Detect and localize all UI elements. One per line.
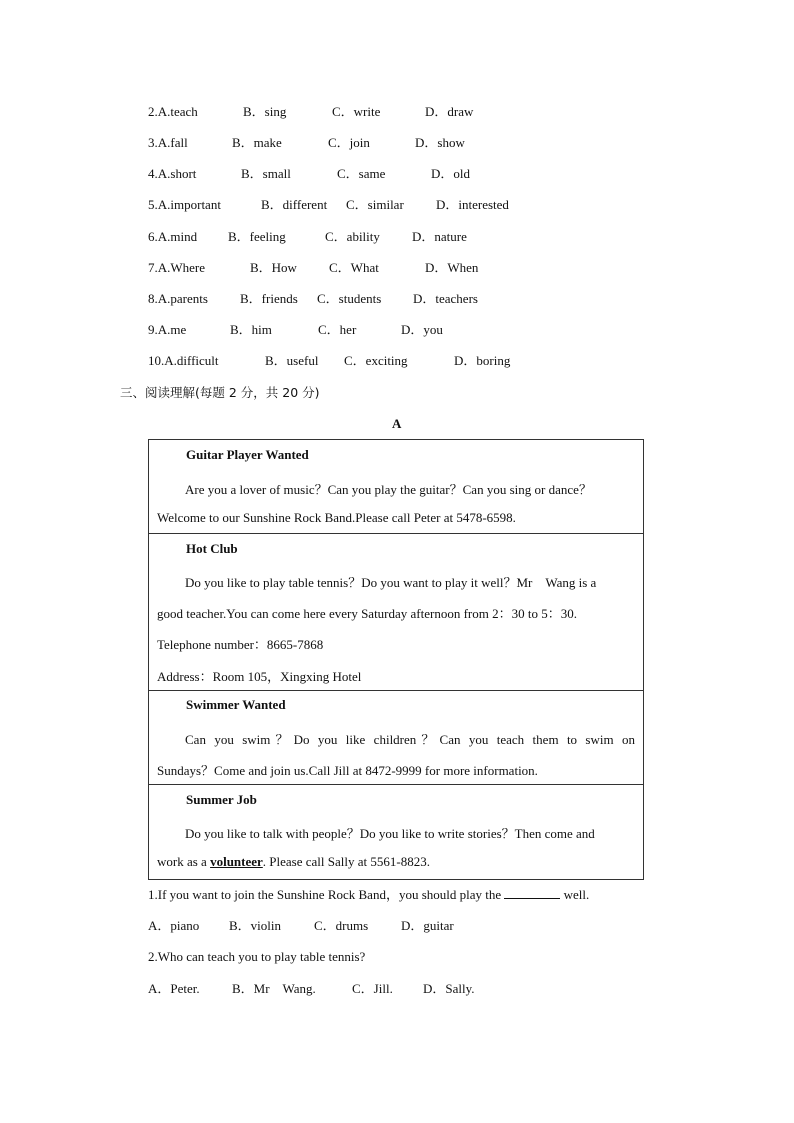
cloze-option-a: 4.A.short xyxy=(148,166,197,181)
ad-text: Do you like to talk with people？Do you like to write stories？Then come and xyxy=(185,826,595,841)
ad-text: Can you swim？Do you like children？Can you teach them to swim on xyxy=(185,732,635,747)
question-option: B．Mr Wang. xyxy=(232,981,316,996)
cloze-option-c: C．join xyxy=(328,135,370,150)
cloze-option-c: C．similar xyxy=(346,197,404,212)
ad-summer-job xyxy=(148,785,644,880)
cloze-option-b: B．him xyxy=(230,322,272,337)
ad-text: Sundays？Come and join us.Call Jill at 8472-9999 for more information. xyxy=(157,763,538,778)
cloze-option-a: 6.A.mind xyxy=(148,229,198,244)
cloze-option-d: D．boring xyxy=(454,353,511,368)
cloze-option-b: B．small xyxy=(241,166,291,181)
cloze-option-d: D．show xyxy=(415,135,465,150)
cloze-option-a: 8.A.parents xyxy=(148,291,208,306)
ad-swimmer xyxy=(148,691,644,785)
cloze-option-c: C．students xyxy=(317,291,382,306)
question-option: C．drums xyxy=(314,918,369,933)
question-stem-end: well. xyxy=(560,887,590,902)
ad-title: Swimmer Wanted xyxy=(186,697,286,712)
cloze-option-b: B．different xyxy=(261,197,328,212)
question-1 xyxy=(148,886,589,904)
cloze-option-c: C．What xyxy=(329,260,379,275)
section-title: 三、阅读理解(每题 2 分，共 20 分) xyxy=(120,385,320,400)
cloze-option-d: D．you xyxy=(401,322,443,337)
cloze-option-c: C．same xyxy=(337,166,386,181)
question-option: C．Jill. xyxy=(352,981,393,996)
cloze-option-a: 5.A.important xyxy=(148,197,221,212)
ad-hot-club xyxy=(148,534,644,691)
cloze-option-b: B．useful xyxy=(265,353,319,368)
cloze-option-b: B．make xyxy=(232,135,282,150)
cloze-option-d: D．teachers xyxy=(413,291,478,306)
cloze-option-b: B．sing xyxy=(243,104,287,119)
cloze-option-d: D．old xyxy=(431,166,471,181)
question-option: B．violin xyxy=(229,918,282,933)
question-option: A．piano xyxy=(148,918,200,933)
cloze-option-a: 9.A.me xyxy=(148,322,187,337)
cloze-option-c: C．exciting xyxy=(344,353,408,368)
volunteer-word: volunteer xyxy=(210,854,263,869)
ad-title: Guitar Player Wanted xyxy=(186,447,309,462)
cloze-option-d: D．When xyxy=(425,260,479,275)
question-stem: 1.If you want to join the Sunshine Rock Band，you should play the xyxy=(148,887,505,902)
ad-guitar xyxy=(148,439,644,534)
cloze-option-a: 2.A.teach xyxy=(148,104,198,119)
cloze-option-a: 10.A.difficult xyxy=(148,353,219,368)
cloze-option-d: D．nature xyxy=(412,229,467,244)
passage-label: A xyxy=(392,416,402,431)
cloze-option-b: B．feeling xyxy=(228,229,286,244)
ad-text: Do you like to play table tennis？Do you want to play it well？Mr Wang is a xyxy=(185,575,597,590)
question-option: A．Peter. xyxy=(148,981,200,996)
question-option: D．guitar xyxy=(401,918,454,933)
cloze-option-b: B．friends xyxy=(240,291,298,306)
cloze-option-c: C．ability xyxy=(325,229,380,244)
cloze-option-a: 3.A.fall xyxy=(148,135,188,150)
ad-text: Are you a lover of music？Can you play the guitar？Can you sing or dance？ xyxy=(185,482,592,497)
ad-title: Summer Job xyxy=(186,792,257,807)
ad-text: good teacher.You can come here every Saturday afternoon from 2：30 to 5：30. xyxy=(157,606,577,621)
question-2: 2.Who can teach you to play table tennis? xyxy=(148,949,366,964)
ad-title: Hot Club xyxy=(186,541,238,556)
ad-text-pre: work as a xyxy=(157,854,211,869)
ad-text-post: . Please call Sally at 5561-8823. xyxy=(262,854,430,869)
answer-blank xyxy=(504,886,560,899)
cloze-option-a: 7.A.Where xyxy=(148,260,206,275)
cloze-option-d: D．draw xyxy=(425,104,474,119)
cloze-option-d: D．interested xyxy=(436,197,509,212)
cloze-option-b: B．How xyxy=(250,260,297,275)
ad-text: Address：Room 105，Xingxing Hotel xyxy=(157,669,362,684)
ad-text-volunteer-line xyxy=(157,854,635,870)
ad-text: Telephone number：8665-7868 xyxy=(157,637,324,652)
question-option: D．Sally. xyxy=(423,981,475,996)
ad-text: Welcome to our Sunshine Rock Band.Please call Peter at 5478-6598. xyxy=(157,510,516,525)
cloze-option-c: C．her xyxy=(318,322,357,337)
cloze-option-c: C．write xyxy=(332,104,381,119)
